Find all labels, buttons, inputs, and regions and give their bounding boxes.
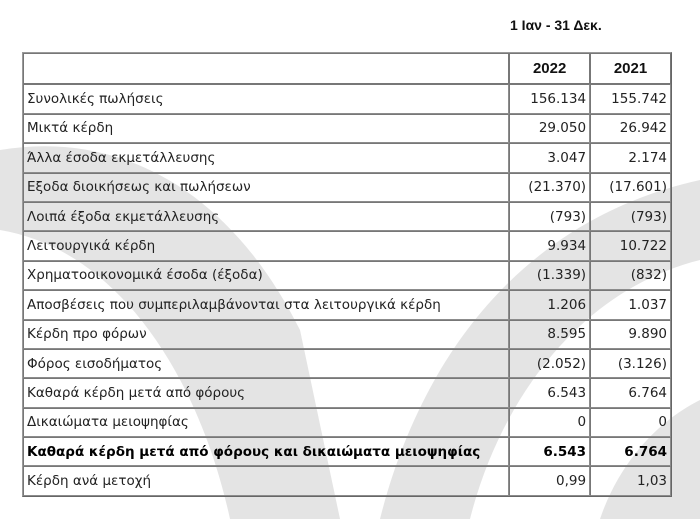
value-2022: 0,99	[509, 466, 590, 495]
row-label: Αποσβέσεις που συμπεριλαμβάνονται στα λειτουργικά κέρδη	[23, 290, 509, 319]
value-2022: 3.047	[509, 143, 590, 172]
value-2022: 9.934	[509, 231, 590, 260]
value-2022: 6.543	[509, 378, 590, 407]
table-row	[23, 466, 671, 495]
row-label: Λοιπά έξοδα εκμετάλλευσης	[23, 202, 509, 231]
row-label: Καθαρά κέρδη μετά από φόρους και δικαιώματα μειοψηφίας	[23, 437, 509, 466]
row-label: Χρηματοοικονομικά έσοδα (έξοδα)	[23, 261, 509, 290]
value-2022: 6.543	[509, 437, 590, 466]
table-row	[23, 320, 671, 349]
table-row	[23, 349, 671, 378]
value-2021: 0	[590, 408, 671, 437]
period-label: 1 Ιαν - 31 Δεκ.	[510, 17, 602, 33]
row-label: Φόρος εισοδήματος	[23, 349, 509, 378]
row-label: Μικτά κέρδη	[23, 114, 509, 143]
value-2021: (832)	[590, 261, 671, 290]
row-label: Λειτουργικά κέρδη	[23, 231, 509, 260]
value-2022: 29.050	[509, 114, 590, 143]
value-2022: (21.370)	[509, 173, 590, 202]
value-2021: 26.942	[590, 114, 671, 143]
value-2021: 9.890	[590, 320, 671, 349]
column-header-label	[23, 53, 509, 84]
value-2022: (1.339)	[509, 261, 590, 290]
value-2021: (17.601)	[590, 173, 671, 202]
column-header-2021: 2021	[590, 53, 671, 84]
row-label: Εξοδα διοικήσεως και πωλήσεων	[23, 173, 509, 202]
column-header-2022: 2022	[509, 53, 590, 84]
value-2021: 155.742	[590, 84, 671, 113]
income-statement-table	[22, 52, 672, 497]
value-2021: 6.764	[590, 378, 671, 407]
row-label: Κέρδη προ φόρων	[23, 320, 509, 349]
row-label: Άλλα έσοδα εκμετάλλευσης	[23, 143, 509, 172]
value-2022: 156.134	[509, 84, 590, 113]
table-row	[23, 437, 671, 466]
row-label: Συνολικές πωλήσεις	[23, 84, 509, 113]
table-row	[23, 114, 671, 143]
value-2021: 2.174	[590, 143, 671, 172]
table-row	[23, 143, 671, 172]
value-2022: (793)	[509, 202, 590, 231]
table-row	[23, 290, 671, 319]
table-row	[23, 231, 671, 260]
row-label: Δικαιώματα μειοψηφίας	[23, 408, 509, 437]
value-2021: (3.126)	[590, 349, 671, 378]
value-2021: 1,03	[590, 466, 671, 495]
table-row	[23, 378, 671, 407]
value-2022: (2.052)	[509, 349, 590, 378]
table-row	[23, 173, 671, 202]
value-2021: 10.722	[590, 231, 671, 260]
value-2022: 1.206	[509, 290, 590, 319]
value-2021: (793)	[590, 202, 671, 231]
table-row	[23, 84, 671, 113]
value-2021: 6.764	[590, 437, 671, 466]
table-row	[23, 261, 671, 290]
row-label: Καθαρά κέρδη μετά από φόρους	[23, 378, 509, 407]
row-label: Κέρδη ανά μετοχή	[23, 466, 509, 495]
value-2022: 8.595	[509, 320, 590, 349]
value-2022: 0	[509, 408, 590, 437]
table-row	[23, 202, 671, 231]
value-2021: 1.037	[590, 290, 671, 319]
table-header-row	[23, 53, 671, 84]
table-row	[23, 408, 671, 437]
